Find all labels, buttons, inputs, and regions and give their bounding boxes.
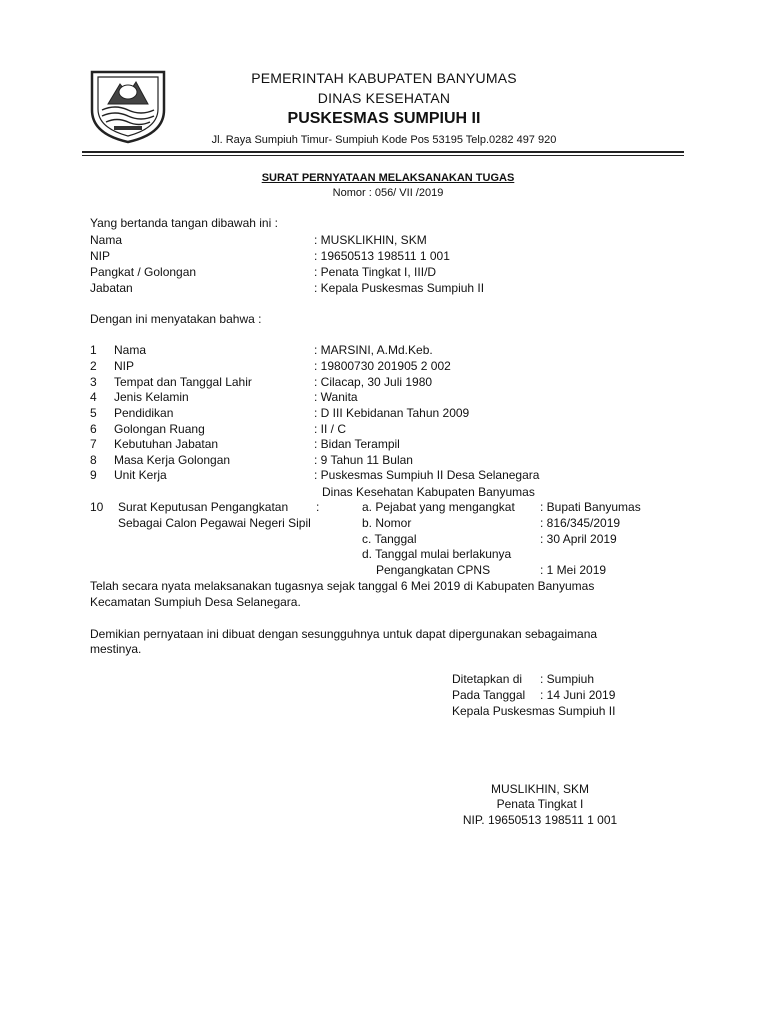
signature-rank: Penata Tingkat I xyxy=(496,797,584,811)
item-number: 10 xyxy=(90,500,104,514)
closing-date-value: : 14 Juni 2019 xyxy=(540,688,616,702)
kop-title: PUSKESMAS SUMPIUH II xyxy=(287,110,481,127)
signer-intro: Yang bertanda tangan dibawah ini : xyxy=(90,216,278,230)
item-number: 9 xyxy=(90,468,97,482)
item-label: Nama xyxy=(114,343,147,357)
item-value-continuation: Dinas Kesehatan Kabupaten Banyumas xyxy=(322,485,535,499)
item-value: : Puskesmas Sumpiuh II Desa Selanegara xyxy=(314,468,540,482)
item-number: 4 xyxy=(90,390,97,404)
item-label-continuation: Sebagai Calon Pegawai Negeri Sipil xyxy=(118,516,311,530)
item-number: 3 xyxy=(90,375,97,389)
signer-label-pangkat: Pangkat / Golongan xyxy=(90,265,197,279)
letterhead-rule-thin xyxy=(82,155,684,156)
paragraph-1-line-2: Kecamatan Sumpiuh Desa Selanegara. xyxy=(90,595,301,609)
signer-label-jabatan: Jabatan xyxy=(90,281,133,295)
item-value: : 9 Tahun 11 Bulan xyxy=(314,453,413,467)
letterhead-rule-thick xyxy=(82,151,684,153)
sub-item-label: d. Tanggal mulai berlakunya xyxy=(362,547,512,561)
statement-intro: Dengan ini menyatakan bahwa : xyxy=(90,312,262,326)
sub-item-value: : 1 Mei 2019 xyxy=(540,563,607,577)
item-number: 8 xyxy=(90,453,97,467)
paragraph-2-line-2: mestinya. xyxy=(90,642,142,656)
item-value: : MARSINI, A.Md.Keb. xyxy=(314,343,433,357)
item-label: Unit Kerja xyxy=(114,468,167,482)
item-label: Pendidikan xyxy=(114,406,174,420)
item-value: : 19800730 201905 2 002 xyxy=(314,359,451,373)
closing-place-label: Ditetapkan di xyxy=(452,672,523,686)
sub-item-value: : Bupati Banyumas xyxy=(540,500,641,514)
sub-item-label: b. Nomor xyxy=(362,516,412,530)
item-value: : D III Kebidanan Tahun 2009 xyxy=(314,406,470,420)
paragraph-2-line-1: Demikian pernyataan ini dibuat dengan sesungguhnya untuk dapat dipergunakan sebagaimana xyxy=(90,627,598,641)
item-number: 7 xyxy=(90,437,97,451)
item-value: : II / C xyxy=(314,422,347,436)
item-number: 5 xyxy=(90,406,97,420)
kop-address: Jl. Raya Sumpiuh Timur- Sumpiuh Kode Pos 53195 Telp.0282 497 920 xyxy=(211,134,557,146)
sub-item-value: : 816/345/2019 xyxy=(540,516,621,530)
item-label: Golongan Ruang xyxy=(114,422,205,436)
signer-value-pangkat: : Penata Tingkat I, III/D xyxy=(314,265,437,279)
signer-value-nama: : MUSKLIKHIN, SKM xyxy=(314,233,427,247)
item-number: 2 xyxy=(90,359,97,373)
closing-position: Kepala Puskesmas Sumpiuh II xyxy=(452,704,616,718)
item-label: NIP xyxy=(114,359,135,373)
item-number: 6 xyxy=(90,422,97,436)
kop-line-2: DINAS KESEHATAN xyxy=(317,90,451,106)
item-value: : Bidan Terampil xyxy=(314,437,400,451)
item-label: Surat Keputusan Pengangkatan xyxy=(118,500,289,514)
signer-value-jabatan: : Kepala Puskesmas Sumpiuh II xyxy=(314,281,485,295)
item-value: : Wanita xyxy=(314,390,358,404)
item-label: Jenis Kelamin xyxy=(114,390,189,404)
document-title: SURAT PERNYATAAN MELAKSANAKAN TUGAS xyxy=(261,172,515,184)
closing-date-label: Pada Tanggal xyxy=(452,688,526,702)
item-value: : Cilacap, 30 Juli 1980 xyxy=(314,375,433,389)
item-label: Tempat dan Tanggal Lahir xyxy=(114,375,252,389)
document-number: Nomor : 056/ VII /2019 xyxy=(332,187,444,199)
signature-name: MUSLIKHIN, SKM xyxy=(490,782,589,796)
item-label: Kebutuhan Jabatan xyxy=(114,437,219,451)
signature-nip: NIP. 19650513 198511 1 001 xyxy=(462,813,618,827)
paragraph-1-line-1: Telah secara nyata melaksanakan tugasnya sejak tanggal 6 Mei 2019 di Kabupaten Banyumas xyxy=(90,579,595,593)
sub-item-label: c. Tanggal xyxy=(362,532,417,546)
kop-line-1: PEMERINTAH KABUPATEN BANYUMAS xyxy=(251,70,517,86)
sub-item-value: : 30 April 2019 xyxy=(540,532,617,546)
item-number: 1 xyxy=(90,343,97,357)
closing-place-value: : Sumpiuh xyxy=(540,672,595,686)
sub-item-label-continuation: Pengangkatan CPNS xyxy=(376,563,491,577)
item-colon: : xyxy=(316,500,320,514)
item-label: Masa Kerja Golongan xyxy=(114,453,231,467)
signer-value-nip: : 19650513 198511 1 001 xyxy=(314,249,450,263)
signer-label-nama: Nama xyxy=(90,233,123,247)
sub-item-label: a. Pejabat yang mengangkat xyxy=(362,500,515,514)
signer-label-nip: NIP xyxy=(90,249,111,263)
